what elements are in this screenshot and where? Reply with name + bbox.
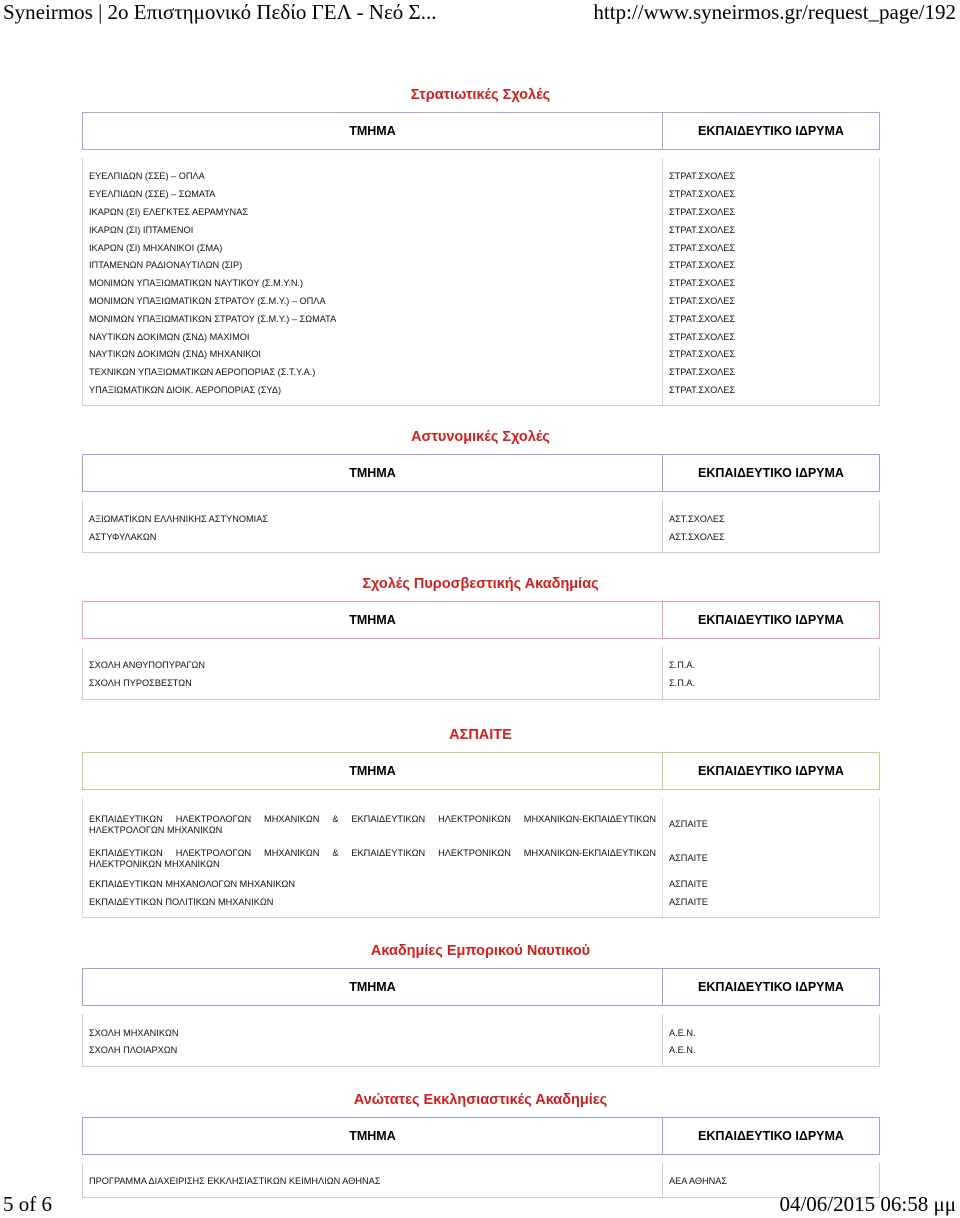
department-cell: ΜΟΝΙΜΩΝ ΥΠΑΞΙΩΜΑΤΙΚΩΝ ΝΑΥΤΙΚΟΥ (Σ.Μ.Υ.Ν.) (83, 275, 663, 293)
section-fire-academy (82, 573, 879, 700)
page-title: Syneirmos | 2ο Επιστημονικό Πεδίο ΓΕΛ - Νεό Σ... (3, 0, 437, 24)
institution-cell: ΣΤΡΑΤ.ΣΧΟΛΕΣ (663, 328, 880, 346)
institution-cell: Σ.Π.Α. (663, 675, 880, 699)
institution-cell: ΣΤΡΑΤ.ΣΧΟΛΕΣ (663, 275, 880, 293)
institution-cell: ΣΤΡΑΤ.ΣΧΟΛΕΣ (663, 346, 880, 364)
institution-cell: ΣΤΡΑΤ.ΣΧΟΛΕΣ (663, 186, 880, 204)
page-indicator: 5 of 6 (3, 1192, 52, 1216)
column-header-department: ΤΜΗΜΑ (83, 1117, 663, 1154)
institution-cell: Α.Ε.Ν. (663, 1042, 880, 1066)
table-row (83, 528, 880, 552)
department-cell: ΜΟΝΙΜΩΝ ΥΠΑΞΙΩΜΑΤΙΚΩΝ ΣΤΡΑΤΟΥ (Σ.Μ.Υ.) – ΣΩΜΑΤΑ (83, 310, 663, 328)
table-row (83, 893, 880, 917)
section-table (82, 112, 880, 406)
institution-cell: ΑΣΤ.ΣΧΟΛΕΣ (663, 528, 880, 552)
department-cell: ΣΧΟΛΗ ΠΛΟΙΑΡΧΩΝ (83, 1042, 663, 1066)
department-cell: ΕΚΠΑΙΔΕΥΤΙΚΩΝ ΗΛΕΚΤΡΟΛΟΓΩΝ ΜΗΧΑΝΙΚΩΝ & ΕΚΠΑΙΔΕΥΤΙΚΩΝ ΗΛΕΚΤΡΟΝΙΚΩΝ ΜΗΧΑΝΙΚΩΝ-ΕΚΠΑΙΔΕΥΤΙΚΩΝ ΗΛΕΚΤΡΟΛΟΓΩΝ ΜΗΧΑΝΙΚΩΝ (83, 798, 663, 842)
section-ecclesiastical-academies (82, 1089, 879, 1198)
department-cell: ΤΕΧΝΙΚΩΝ ΥΠΑΞΙΩΜΑΤΙΚΩΝ ΑΕΡΟΠΟΡΙΑΣ (Σ.Τ.Υ.Α.) (83, 364, 663, 382)
section-merchant-navy (82, 940, 879, 1067)
institution-cell: ΣΤΡΑΤ.ΣΧΟΛΕΣ (663, 257, 880, 275)
department-cell: ΕΚΠΑΙΔΕΥΤΙΚΩΝ ΗΛΕΚΤΡΟΛΟΓΩΝ ΜΗΧΑΝΙΚΩΝ & ΕΚΠΑΙΔΕΥΤΙΚΩΝ ΗΛΕΚΤΡΟΝΙΚΩΝ ΜΗΧΑΝΙΚΩΝ-ΕΚΠΑΙΔΕΥΤΙΚΩΝ ΗΛΕΚΤΡΟΝΙΚΩΝ ΜΗΧΑΝΙΚΩΝ (83, 842, 663, 876)
column-header-institution: ΕΚΠΑΙΔΕΥΤΙΚΟ ΙΔΡΥΜΑ (663, 1117, 880, 1154)
table-row (83, 1042, 880, 1066)
department-cell: ΙΚΑΡΩΝ (ΣΙ) ΜΗΧΑΝΙΚΟΙ (ΣΜΑ) (83, 239, 663, 257)
table-row (83, 842, 880, 876)
table-row (83, 239, 880, 257)
department-cell: ΙΚΑΡΩΝ (ΣΙ) ΙΠΤΑΜΕΝΟΙ (83, 221, 663, 239)
table-row (83, 221, 880, 239)
section-title: ΑΣΠΑΙΤΕ (449, 726, 512, 743)
table-row (83, 204, 880, 222)
department-cell: ΜΟΝΙΜΩΝ ΥΠΑΞΙΩΜΑΤΙΚΩΝ ΣΤΡΑΤΟΥ (Σ.Μ.Υ.) – ΟΠΛΑ (83, 293, 663, 311)
department-cell: ΣΧΟΛΗ ΑΝΘΥΠΟΠΥΡΑΓΩΝ (83, 647, 663, 675)
department-cell: ΥΠΑΞΙΩΜΑΤΙΚΩΝ ΔΙΟΙΚ. ΑΕΡΟΠΟΡΙΑΣ (ΣΥΔ) (83, 382, 663, 406)
column-header-department: ΤΜΗΜΑ (83, 969, 663, 1006)
institution-cell: ΣΤΡΑΤ.ΣΧΟΛΕΣ (663, 239, 880, 257)
table-row (83, 364, 880, 382)
section-military-schools (82, 84, 879, 406)
section-table (82, 968, 880, 1067)
section-title: Αστυνομικές Σχολές (411, 429, 550, 446)
column-header-department: ΤΜΗΜΑ (83, 455, 663, 492)
department-cell: ΝΑΥΤΙΚΩΝ ΔΟΚΙΜΩΝ (ΣΝΔ) ΜΗΧΑΝΙΚΟΙ (83, 346, 663, 364)
institution-cell: ΣΤΡΑΤ.ΣΧΟΛΕΣ (663, 204, 880, 222)
table-header-row (83, 601, 880, 638)
column-header-department: ΤΜΗΜΑ (83, 113, 663, 150)
table-row (83, 257, 880, 275)
column-header-institution: ΕΚΠΑΙΔΕΥΤΙΚΟ ΙΔΡΥΜΑ (663, 969, 880, 1006)
institution-cell: ΣΤΡΑΤ.ΣΧΟΛΕΣ (663, 158, 880, 186)
document-body (82, 80, 879, 1198)
table-row (83, 675, 880, 699)
table-row (83, 328, 880, 346)
institution-cell: ΑΣΠΑΙΤΕ (663, 893, 880, 917)
column-header-institution: ΕΚΠΑΙΔΕΥΤΙΚΟ ΙΔΡΥΜΑ (663, 455, 880, 492)
institution-cell: ΑΕΑ ΑΘΗΝΑΣ (663, 1163, 880, 1197)
institution-cell: ΣΤΡΑΤ.ΣΧΟΛΕΣ (663, 382, 880, 406)
section-table (82, 601, 880, 700)
column-header-institution: ΕΚΠΑΙΔΕΥΤΙΚΟ ΙΔΡΥΜΑ (663, 601, 880, 638)
institution-cell: ΣΤΡΑΤ.ΣΧΟΛΕΣ (663, 364, 880, 382)
institution-cell: ΣΤΡΑΤ.ΣΧΟΛΕΣ (663, 221, 880, 239)
table-row (83, 876, 880, 894)
section-title: Σχολές Πυροσβεστικής Ακαδημίας (362, 575, 599, 592)
institution-cell: Σ.Π.Α. (663, 647, 880, 675)
section-police-schools (82, 426, 879, 553)
table-row (83, 500, 880, 528)
department-cell: ΙΠΤΑΜΕΝΩΝ ΡΑΔΙΟΝΑΥΤΙΛΩΝ (ΣΙΡ) (83, 257, 663, 275)
department-cell: ΣΧΟΛΗ ΜΗΧΑΝΙΚΩΝ (83, 1014, 663, 1042)
section-aspaite (82, 724, 879, 919)
table-header-row (83, 752, 880, 789)
section-table (82, 454, 880, 553)
section-title: Ανώτατες Εκκλησιαστικές Ακαδημίες (353, 1091, 608, 1108)
column-header-department: ΤΜΗΜΑ (83, 752, 663, 789)
table-row (83, 382, 880, 406)
table-row (83, 346, 880, 364)
institution-cell: ΑΣΠΑΙΤΕ (663, 876, 880, 894)
page-url[interactable]: http://www.syneirmos.gr/request_page/192 (593, 0, 956, 24)
department-cell: ΑΞΙΩΜΑΤΙΚΩΝ ΕΛΛΗΝΙΚΗΣ ΑΣΤΥΝΟΜΙΑΣ (83, 500, 663, 528)
department-cell: ΕΚΠΑΙΔΕΥΤΙΚΩΝ ΠΟΛΙΤΙΚΩΝ ΜΗΧΑΝΙΚΩΝ (83, 893, 663, 917)
column-header-department: ΤΜΗΜΑ (83, 601, 663, 638)
table-row (83, 310, 880, 328)
institution-cell: ΣΤΡΑΤ.ΣΧΟΛΕΣ (663, 293, 880, 311)
table-row (83, 1014, 880, 1042)
table-row (83, 293, 880, 311)
department-cell: ΠΡΟΓΡΑΜΜΑ ΔΙΑΧΕΙΡΙΣΗΣ ΕΚΚΛΗΣΙΑΣΤΙΚΩΝ ΚΕΙΜΗΛΙΩΝ ΑΘΗΝΑΣ (83, 1163, 663, 1197)
section-table (82, 1117, 880, 1198)
institution-cell: ΑΣΠΑΙΤΕ (663, 842, 880, 876)
print-timestamp: 04/06/2015 06:58 μμ (779, 1192, 956, 1216)
section-title: Στρατιωτικές Σχολές (410, 87, 551, 103)
institution-cell: ΑΣΤ.ΣΧΟΛΕΣ (663, 500, 880, 528)
department-cell: ΙΚΑΡΩΝ (ΣΙ) ΕΛΕΓΚΤΕΣ ΑΕΡΑΜΥΝΑΣ (83, 204, 663, 222)
department-cell: ΣΧΟΛΗ ΠΥΡΟΣΒΕΣΤΩΝ (83, 675, 663, 699)
department-cell: ΝΑΥΤΙΚΩΝ ΔΟΚΙΜΩΝ (ΣΝΔ) ΜΑΧΙΜΟΙ (83, 328, 663, 346)
department-cell: ΕΥΕΛΠΙΔΩΝ (ΣΣΕ) – ΣΩΜΑΤΑ (83, 186, 663, 204)
table-header-row (83, 969, 880, 1006)
print-header (0, 0, 960, 28)
section-title: Ακαδημίες Εμπορικού Ναυτικού (370, 943, 591, 960)
department-cell: ΑΣΤΥΦΥΛΑΚΩΝ (83, 528, 663, 552)
section-table (82, 752, 880, 919)
table-row (83, 275, 880, 293)
column-header-institution: ΕΚΠΑΙΔΕΥΤΙΚΟ ΙΔΡΥΜΑ (663, 113, 880, 150)
table-row (83, 647, 880, 675)
department-cell: ΕΥΕΛΠΙΔΩΝ (ΣΣΕ) – ΟΠΛΑ (83, 158, 663, 186)
table-row (83, 186, 880, 204)
table-row (83, 798, 880, 842)
table-header-row (83, 455, 880, 492)
column-header-institution: ΕΚΠΑΙΔΕΥΤΙΚΟ ΙΔΡΥΜΑ (663, 752, 880, 789)
table-row (83, 158, 880, 186)
department-cell: ΕΚΠΑΙΔΕΥΤΙΚΩΝ ΜΗΧΑΝΟΛΟΓΩΝ ΜΗΧΑΝΙΚΩΝ (83, 876, 663, 894)
institution-cell: ΑΣΠΑΙΤΕ (663, 798, 880, 842)
print-footer (0, 1192, 960, 1218)
table-header-row (83, 1117, 880, 1154)
institution-cell: Α.Ε.Ν. (663, 1014, 880, 1042)
institution-cell: ΣΤΡΑΤ.ΣΧΟΛΕΣ (663, 310, 880, 328)
table-header-row (83, 113, 880, 150)
